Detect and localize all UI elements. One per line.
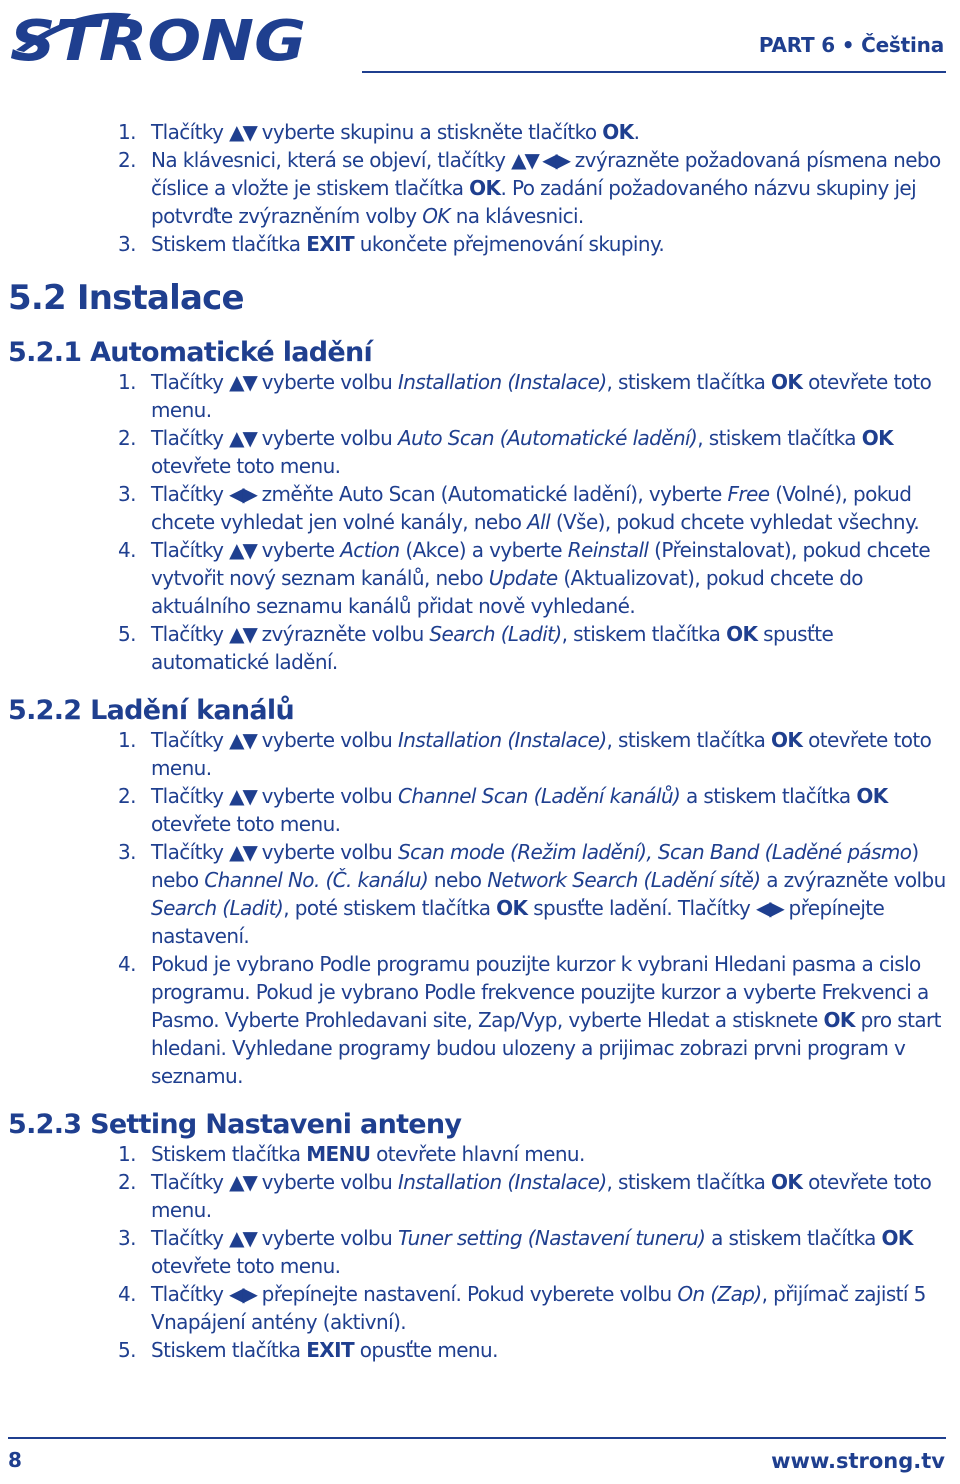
arrow-keys-icon: ▲▼ ◀▶ [511,148,569,172]
text-run: vyberte volbu [255,840,398,864]
arrow-keys-icon: ▲▼ [229,622,256,646]
text-run: Pokud je vybrano Podle programu pouzijte kurzor k vybrani Hledani pasma a cislo programu. Pokud je vybrano Podle frekvence pouzijte kurzor a vyberte Frekvenci a Pasmo. Vyberte Prohledavani site, Zap/Vyp, vyberte Hledat a stisknete [151,952,929,1032]
text-run: , stiskem tlačítka [606,728,771,752]
list-item-number: 4. [118,1282,136,1306]
text-run: změňte Auto Scan (Automatické ladění), vyberte [255,482,728,506]
text-run: . [633,120,640,144]
text-run: (Akce) a vyberte [399,538,568,562]
text-run: , stiskem tlačítka [606,370,771,394]
text-run: , přijímač zajistí 5 Vnapájení antény (aktivní). [151,1282,926,1334]
arrow-keys-icon: ▲▼ [229,728,256,752]
button-key-label: OK [496,896,528,920]
list-item-number: 2. [118,148,136,172]
text-run: Na klávesnici, která se objeví, tlačítky [151,148,512,172]
menu-option-label: Search (Ladit) [429,622,562,646]
text-run: Tlačítky [151,1226,230,1250]
button-key-label: MENU [306,1142,371,1166]
button-key-label: OK [861,426,894,450]
text-run: nebo [428,868,488,892]
text-run: zvýrazněte volbu [255,622,430,646]
list-item [8,230,948,258]
text-run: přepínejte nastavení. [151,896,885,948]
menu-option-label: Network Search (Ladění sítě) [487,868,761,892]
list-item [8,1336,948,1364]
text-run: (Vše), pokud chcete vyhledat všechny. [550,510,920,534]
section-heading-5-2: 5.2 Instalace [8,278,244,318]
section-heading-5-2-2: 5.2.2 Ladění kanálů [8,695,295,726]
arrow-keys-icon: ▲▼ [229,1226,256,1250]
text-run: Tlačítky [151,120,230,144]
text-run: vyberte volbu [255,426,398,450]
menu-option-label: Installation (Instalace) [397,1170,607,1194]
text-run: spusťte automatické ladění. [151,622,834,674]
arrow-keys-icon: ◀▶ [229,1282,256,1306]
text-run: otevřete toto menu. [151,1170,932,1222]
list-item-number: 3. [118,482,136,506]
list-item-number: 5. [118,1338,136,1362]
menu-option-label: Scan mode (Režim ladění), Scan Band (Laděné pásmo [397,840,912,864]
list-item-number: 1. [118,728,136,752]
menu-option-label: Channel Scan (Ladění kanálů) [397,784,681,808]
menu-option-label: Action [340,538,400,562]
text-run: Stiskem tlačítka [151,1338,307,1362]
list-item-number: 3. [118,840,136,864]
text-run: vyberte volbu [255,728,398,752]
menu-option-label: Reinstall [567,538,649,562]
text-run: (Volné), pokud chcete vyhledat jen volné kanály, nebo [151,482,912,534]
menu-option-label: All [527,510,551,534]
arrow-keys-icon: ▲▼ [229,840,256,864]
menu-option-label: Search (Ladit) [151,896,284,920]
text-run: otevřete hlavní menu. [370,1142,585,1166]
text-run: a zvýrazněte volbu [760,868,946,892]
website-url: www.strong.tv [771,1449,945,1473]
list-item-number: 2. [118,426,136,450]
text-run: a stiskem tlačítka [705,1226,882,1250]
menu-option-label: OK [422,204,450,228]
menu-option-label: On (Zap) [677,1282,762,1306]
button-key-label: EXIT [306,1338,355,1362]
text-run: Tlačítky [151,538,230,562]
brand-wordmark: STRONG [10,9,306,70]
footer-rule [8,1437,946,1439]
list-item [8,480,948,536]
strong-logo [6,4,308,70]
arrow-keys-icon: ◀▶ [756,896,783,920]
text-run: spusťte ladění. Tlačítky [527,896,756,920]
arrow-keys-icon: ◀▶ [229,482,256,506]
list-item-number: 1. [118,370,136,394]
text-run: (Přeinstalovat), pokud chcete vytvořit nový seznam kanálů, nebo [151,538,931,590]
arrow-keys-icon: ▲▼ [229,1170,256,1194]
text-run: otevřete toto menu. [151,1254,341,1278]
page-number: 8 [8,1448,22,1472]
list-item-number: 4. [118,538,136,562]
list-item [8,838,948,950]
menu-option-label: Channel No. (Č. kanálu) [204,868,429,892]
intro-list [8,118,948,258]
arrow-keys-icon: ▲▼ [229,784,256,808]
section-5-2-3 [8,1110,948,1364]
text-run: ukončete přejmenování skupiny. [354,232,665,256]
button-key-label: OK [469,176,501,200]
button-key-label: OK [771,370,803,394]
text-run: a stiskem tlačítka [680,784,857,808]
arrow-keys-icon: ▲▼ [229,538,256,562]
list-item [8,536,948,620]
menu-option-label: Installation (Instalace) [397,370,607,394]
button-key-label: OK [771,728,803,752]
steps-list-5-2-2 [8,726,948,1090]
menu-option-label: Auto Scan (Automatické ladění) [397,426,698,450]
text-run: vyberte volbu [255,370,398,394]
text-run: Tlačítky [151,784,230,808]
button-key-label: OK [726,622,758,646]
button-key-label: OK [881,1226,913,1250]
arrow-keys-icon: ▲▼ [229,120,256,144]
text-run: , stiskem tlačítka [606,1170,771,1194]
text-run: Tlačítky [151,426,230,450]
text-run: , stiskem tlačítka [697,426,862,450]
menu-option-label: Installation (Instalace) [397,728,607,752]
list-item [8,1280,948,1336]
list-item-number: 1. [118,120,136,144]
text-run: vyberte volbu [255,784,398,808]
steps-list-5-2-3 [8,1140,948,1364]
text-run: , stiskem tlačítka [561,622,727,646]
arrow-keys-icon: ▲▼ [229,370,256,394]
list-item-number: 3. [118,1226,136,1250]
section-5-2-2 [8,696,948,1090]
menu-option-label: Tuner setting (Nastavení tuneru) [397,1226,706,1250]
page-content [8,118,948,1364]
list-item [8,782,948,838]
text-run: otevřete toto menu. [151,370,932,422]
arrow-keys-icon: ▲▼ [229,426,256,450]
text-run: vyberte [255,538,341,562]
header-rule [362,71,946,73]
section-heading-5-2-1: 5.2.1 Automatické ladění [8,337,373,368]
menu-option-label: Free [727,482,770,506]
text-run: Tlačítky [151,370,230,394]
list-item [8,1224,948,1280]
text-run: zvýrazněte požadovaná písmena nebo číslice a vložte je stiskem tlačítka [151,148,941,200]
text-run: Tlačítky [151,482,230,506]
menu-option-label: Update [488,566,558,590]
text-run: otevřete toto menu. [151,454,341,478]
list-item-number: 2. [118,784,136,808]
list-item [8,1168,948,1224]
list-item-number: 2. [118,1170,136,1194]
list-item-number: 1. [118,1142,136,1166]
text-run: (Aktualizovat), pokud chcete do aktuálního seznamu kanálů přidat nově vyhledané. [151,566,863,618]
text-run: otevřete toto menu. [151,728,932,780]
text-run: . Po zadání požadovaného názvu skupiny jej potvrďte zvýrazněním volby [151,176,917,228]
text-run: pro start hledani. Vyhledane programy budou ulozeny a prijimac zobrazi prvni program v seznamu. [151,1008,941,1088]
text-run: přepínejte nastavení. Pokud vyberete volbu [255,1282,678,1306]
text-run: Tlačítky [151,622,230,646]
text-run: Tlačítky [151,1282,230,1306]
list-item [8,620,948,676]
text-run: Tlačítky [151,840,230,864]
button-key-label: OK [771,1170,803,1194]
list-item [8,118,948,146]
section-5-2-1 [8,338,948,676]
text-run: , poté stiskem tlačítka [283,896,497,920]
text-run: vyberte skupinu a stiskněte tlačítko [255,120,603,144]
text-run: Tlačítky [151,728,230,752]
text-run: Tlačítky [151,1170,230,1194]
part-label: PART 6 • Čeština [758,33,944,57]
list-item [8,368,948,424]
text-run: Stiskem tlačítka [151,1142,307,1166]
text-run: Stiskem tlačítka [151,232,307,256]
text-run: vyberte volbu [255,1170,398,1194]
text-run: na klávesnici. [449,204,584,228]
button-key-label: OK [856,784,888,808]
list-item-number: 3. [118,232,136,256]
text-run: opusťte menu. [354,1338,498,1362]
section-heading-5-2-3: 5.2.3 Setting Nastaveni anteny [8,1109,462,1140]
list-item [8,950,948,1090]
text-run: vyberte volbu [255,1226,398,1250]
list-item [8,424,948,480]
list-item [8,726,948,782]
button-key-label: OK [823,1008,855,1032]
steps-list-5-2-1 [8,368,948,676]
list-item-number: 4. [118,952,136,976]
list-item [8,1140,948,1168]
text-run: ) nebo [151,840,919,892]
list-item-number: 5. [118,622,136,646]
button-key-label: EXIT [306,232,355,256]
list-item [8,146,948,230]
text-run: otevřete toto menu. [151,812,341,836]
button-key-label: OK [602,120,634,144]
